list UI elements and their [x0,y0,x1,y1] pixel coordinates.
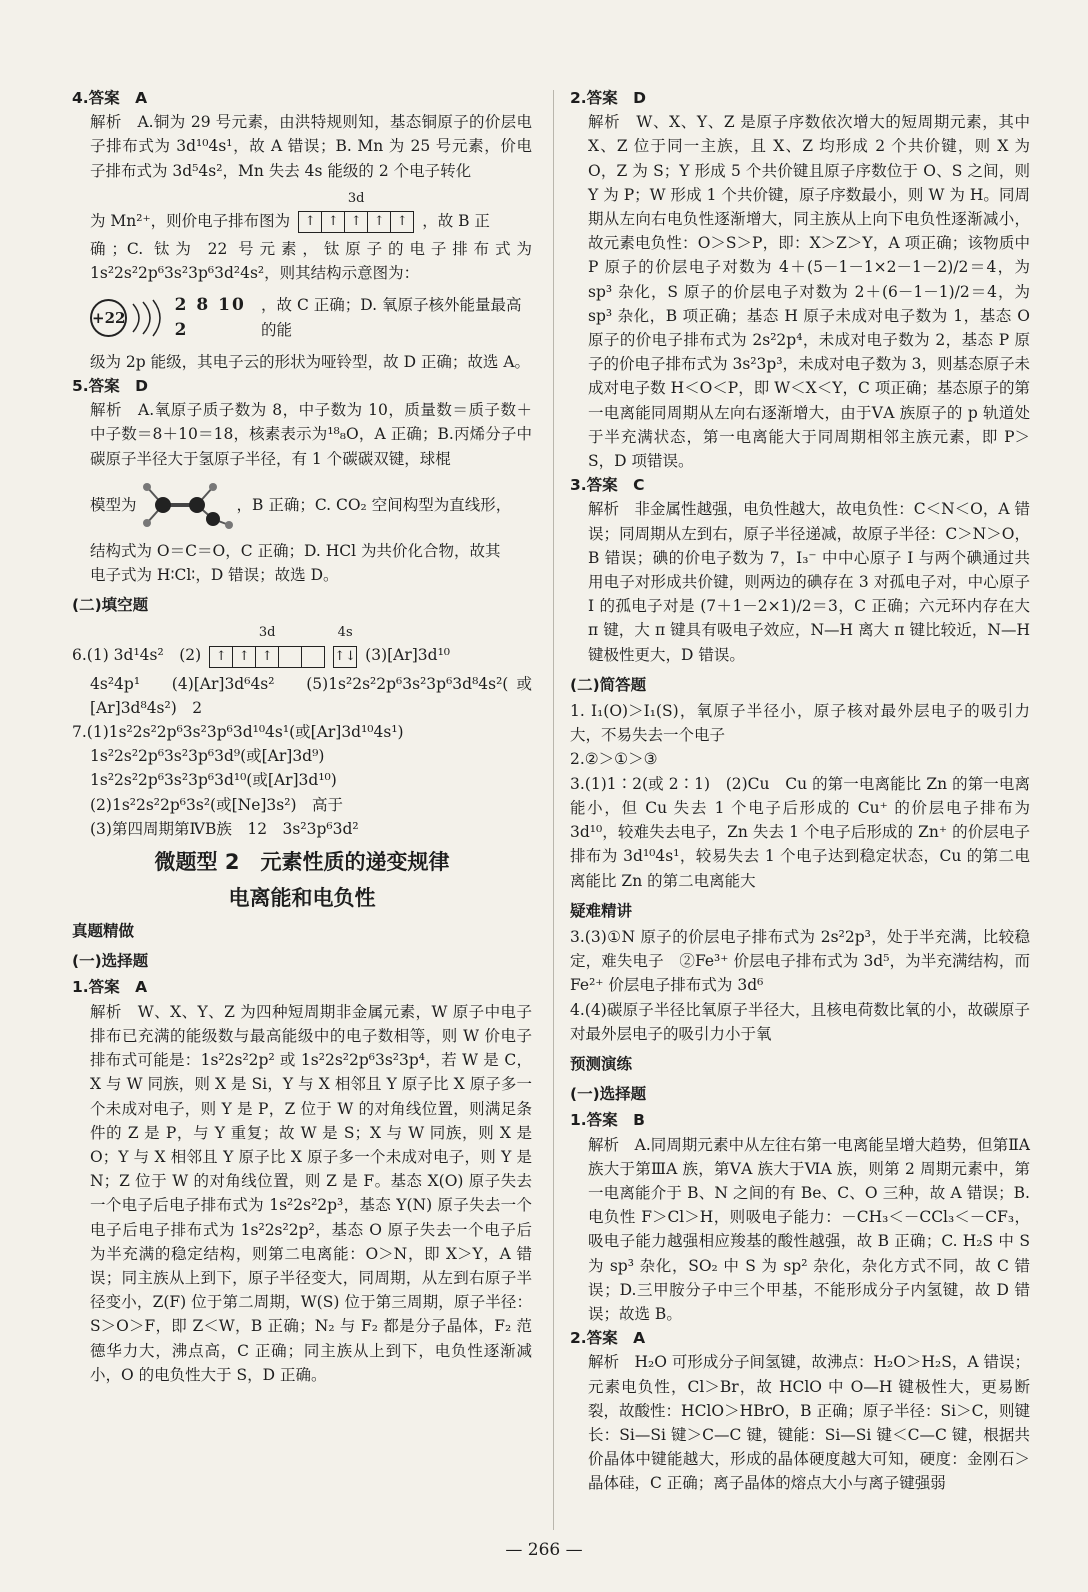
q7-answer-4: (2)1s²2s²2p⁶3s²(或[Ne]3s²) 高于 [90,795,343,814]
electron-shells: 2 8 10 2 [174,295,246,340]
q4-orbital-suffix: ，故 B 正 [422,211,490,230]
section-title-1: 微题型 2 元素性质的递变规律 [154,850,450,875]
orbital-box: ↑ [233,647,256,667]
q4-orbital-row [72,187,532,233]
orbital-box: ↑↓ [334,648,357,664]
p2-answer-head: 2.答案 A [570,1329,646,1348]
q6-answer-2: 4s²4p¹ (4)[Ar]3d⁶4s² (5)1s²2s²2p⁶3s²3p⁶3d⁸4s²(或[Ar]3d⁸4s²) 2 [90,674,532,717]
section-real-questions: 真题精做 [72,922,135,941]
section-choice-2: (一)选择题 [570,1085,647,1104]
section-short-answer: (二)简答题 [570,675,647,694]
orbital-box [302,647,324,667]
q4-orbital-prefix: 为 Mn²⁺，则价电子排布图为 [90,211,291,230]
q2-answer-head: 2.答案 D [570,89,647,107]
electron-shell-arcs-icon [127,298,164,338]
q6-suffix: (3)[Ar]3d¹⁰ [365,646,451,665]
orbital-box: ↑ [299,212,322,232]
orbital-box: ↑ [345,212,368,232]
r1-analysis: 解析 W、X、Y、Z 为四种短周期非金属元素，W 原子中电子排布已充满的能级数与最高能级中的电子数相等，则 W 价电子排布式可能是：1s²2s²2p² 或 1s²2s²2p⁶3s²3p⁴，若 W 是 C，X 与 W 同族，则 X 是 Si，Y 与 X 相邻且 Y 原子比 X 原子多一个未成对电子，则 Y 是 P，Z 位于 W 的对角线位置，则满足条件的 Z 是 P，与 Y 重复；故 W 是 S；X 与 W 同族，则 X 是 O；Y 与 X 相邻且 Y 原子比 X 原子多一个未成对电子，则 Y 是 N；Z 位于 W 的对角线位置，则 Z 是 F。基态 X(O) 原子失去一个电子后电子排布式为 1s²2s²2p³，基态 Y(N) 原子失去一个电子后电子排布式为 1s²2s²2p²，基态 O 原子失去一个电子后为半充满的稳定结构，则第二电离能：O＞N，即 X＞Y，A 错误；同主族从上到下，原子半径变大，同周期，从左到右原子半径变小，Z(F) 位于第二周期，W(S) 位于第三周期，原子半径：S＞O＞F，即 Z＜W，B 正确；N₂ 与 F₂ 都是分子晶体，F₂ 范德华力大，沸点高，C 正确；同主族从上到下，电负性逐渐减小，O 的电负性大于 S，D 正确。 [90,1002,532,1384]
q4-analysis-2: 确；C. 钛为 22 号元素，钛原子的电子排布式为 1s²2s²2p⁶3s²3p⁶3d²4s²，则其结构示意图为： [90,240,532,283]
difficult-3: 3.(3)①N 原子的价层电子排布式为 2s²2p³，处于半充满，比较稳定，难失电子 ②Fe³⁺ 价层电子排布式为 3d⁵，为半充满结构，而 Fe²⁺ 价层电子排布式为 3d⁶ [570,927,1030,995]
ti-atom-diagram [72,293,532,341]
q7-answer-3: 1s²2s²2p⁶3s²3p⁶3d¹⁰(或[Ar]3d¹⁰) [90,771,337,790]
section-title-2: 电离能和电负性 [228,886,376,911]
q5-analysis-3: 电子式为 H∶Cl∶，D 错误；故选 D。 [90,566,339,585]
orbital-box: ↑ [256,647,279,667]
q4-atom-suffix: ，故 C 正确；D. 氧原子核外能量最高的能 [261,296,522,339]
q4-analysis-3: 级为 2p 能级，其电子云的形状为哑铃型，故 D 正确；故选 A。 [90,352,531,371]
orbital-box: ↑ [210,647,233,667]
section-predict: 预测演练 [570,1054,633,1073]
q6-orbital-4s-label: 4s [337,625,353,641]
section-difficult: 疑难精讲 [570,901,633,920]
column-divider [553,90,554,1530]
q4-orbital-label: 3d [347,190,365,206]
q4-orbital-boxes [298,211,414,233]
q2-analysis: 解析 W、X、Y、Z 是原子序数依次增大的短周期元素，其中 X、Z 位于同一主族，且 X、Z 均形成 2 个共价键，则 X 为 O，Z 为 S；Y 形成 5 个共价键且原子序数位于 O、S 之间，则 Y 为 P；W 形成 1 个共价键，原子序数最小，则 W 为 H。同周期从左向右电负性逐渐增大，同主族从上向下电负性逐渐减小，故元素电负性：O＞S＞P，即：X＞Z＞Y，A 项正确；该物质中 P 原子的价层电子对数为 4＋(5－1－1×2－1－2)/2＝4，为 sp³ 杂化，S 原子的价层电子对数为 2＋(6－1－1)/2＝4，为 sp³ 杂化，B 项正确；基态 H 原子未成对电子数为 1，基态 O 原子的价电子排布式为 2s²2p⁴，未成对电子数为 2，基态 P 原子的价电子排布式为 3s²3p³，未成对电子数为 3，则基态原子未成对电子数 H＜O＜P，即 W＜X＜Y，C 项正确；基态原子的第一电离能同周期从左向右逐渐增大，由于ⅤA 族原子的 p 轨道处于半充满状态，第一电离能大于同周期相邻主族元素，即 P＞S，D 项错误。 [588,113,1030,471]
q6-orbital-3d [209,621,325,667]
p1-answer-head: 1.答案 B [570,1111,645,1130]
propene-model-row [72,477,532,533]
q5-analysis-2: 结构式为 O＝C＝O，C 正确；D. HCl 为共价化合物，故其 [90,541,501,560]
q3-answer-head: 3.答案 C [570,476,645,495]
short-answer-1: 1. I₁(O)＞I₁(S)，氧原子半径小，原子核对最外层电子的吸引力大，不易失去一个电子 [570,702,1030,745]
q6-orbital-3d-label: 3d [258,625,276,641]
q3-analysis: 解析 非金属性越强，电负性越大，故电负性：C＜N＜O，A 错误；同周期从左到右，原子半径递减，故原子半径：C＞N＞O，B 错误；碘的价电子数为 7，I₃⁻ 中中心原子 I 与两个碘通过共用电子对形成共价键，则两边的碘存在 3 对孤电子对，中心原子 I 的孤电子对是 (7＋1－2×1)/2＝3，C 正确；六元环内存在大 π 键，大 π 键具有吸电子效应，N—H 离大 π 键比较近，N—H 键极性更大，D 错误。 [588,500,1030,664]
orbital-box: ↑ [368,212,391,232]
q4-analysis-1: 解析 A.铜为 29 号元素，由洪特规则知，基态铜原子的价层电子排布式为 3d¹⁰4s¹，故 A 错误；B. Mn 为 25 号元素，价电子排布式为 3d⁵4s²，Mn 失去 4s 能级的 2 个电子转化 [90,113,532,180]
q5-model-suffix: ，B 正确；C. CO₂ 空间构型为直线形， [236,495,512,514]
q7-answer-1: 7.(1)1s²2s²2p⁶3s²3p⁶3d¹⁰4s¹(或[Ar]3d¹⁰4s¹) [72,723,404,742]
left-column [72,86,532,1387]
q6-orbital-4s-boxes [333,646,357,668]
p2-analysis: 解析 H₂O 可形成分子间氢键，故沸点：H₂O＞H₂S，A 错误；元素电负性，Cl＞Br，故 HClO 中 O—H 键极性大，更易断裂，故酸性：HClO＞HBrO，B 正确；原子半径：Si＞C，则键长：Si—Si 键＞C—C 键，键能：Si—Si 键＜C—C 键，根据共价晶体中键能越大，形成的晶体硬度越大可知，硬度：金刚石＞晶体硅，C 正确；离子晶体的熔点大小与离子键强弱 [588,1353,1030,1493]
section-choice: (一)选择题 [72,952,149,971]
q6-orbital-3d-boxes [209,646,325,668]
q6-orbital-row [72,621,532,667]
p1-analysis: 解析 A.同周期元素中从左往右第一电离能呈增大趋势，但第ⅡA 族大于第ⅢA 族，第ⅤA 族大于ⅥA 族，则第 2 周期元素中，第一电离能介于 B、N 之间的有 Be、C、O 三种，故 A 错误；B.电负性 F＞Cl＞H，则吸电子能力：－CH₃＜－CCl₃＜－CF₃，吸电子能力越强相应羧基的酸性越强，故 B 正确；C. H₂S 中 S 为 sp³ 杂化，SO₂ 中 S 为 sp² 杂化，杂化方式不同，故 C 错误；D.三甲胺分子中三个甲基，不能形成分子内氢键，故 D 错误；故选 B。 [588,1135,1030,1323]
q7-answer-5: (3)第四周期第ⅣB族 12 3s²3p⁶3d² [90,819,359,838]
ball-stick-model-icon [137,477,237,533]
page-number: — 266 — [505,1540,583,1560]
q5-analysis-1: 解析 A.氧原子质子数为 8，中子数为 10，质量数＝质子数＋中子数＝8＋10＝18，核素表示为¹⁸₈O，A 正确；B.丙烯分子中碳原子半径大于氢原子半径，有 1 个碳碳双键，球棍 [90,401,532,468]
q7-answer-2: 1s²2s²2p⁶3s²3p⁶3d⁹(或[Ar]3d⁹) [90,747,325,766]
right-column [570,86,1030,1496]
q5-answer-head: 5.答案 D [72,377,149,396]
orbital-box: ↑ [396,214,408,230]
short-answer-3: 3.(1)1∶2(或 2∶1) (2)Cu Cu 的第一电离能比 Zn 的第一电离能小，但 Cu 失去 1 个电子后形成的 Cu⁺ 的价层电子排布为 3d¹⁰，较难失去电子，Zn 失去 1 个电子后形成的 Zn⁺ 的价层电子排布为 3d¹⁰4s¹，较易失去 1 个电子达到稳定状态，Cu 的第二电离能比 Zn 的第二电离能大 [570,774,1030,890]
r1-answer-head: 1.答案 A [72,978,148,997]
orbital-box [279,647,302,667]
q5-model-prefix: 模型为 [90,495,137,514]
q6-orbital-4s [333,621,357,667]
nucleus-icon: +22 [90,299,127,337]
orbital-box: ↑ [322,212,345,232]
difficult-4: 4.(4)碳原子半径比氧原子半径大，且核电荷数比氧的小，故碳原子对最外层电子的吸引力小于氧 [570,1000,1030,1043]
q6-prefix: 6.(1) 3d¹4s² (2) [72,646,202,665]
section-fill-in: (二)填空题 [72,596,149,615]
q4-answer-head: 4.答案 A [72,89,148,107]
short-answer-2: 2.②＞①＞③ [570,750,658,769]
q4-orbital-diagram [298,187,414,233]
